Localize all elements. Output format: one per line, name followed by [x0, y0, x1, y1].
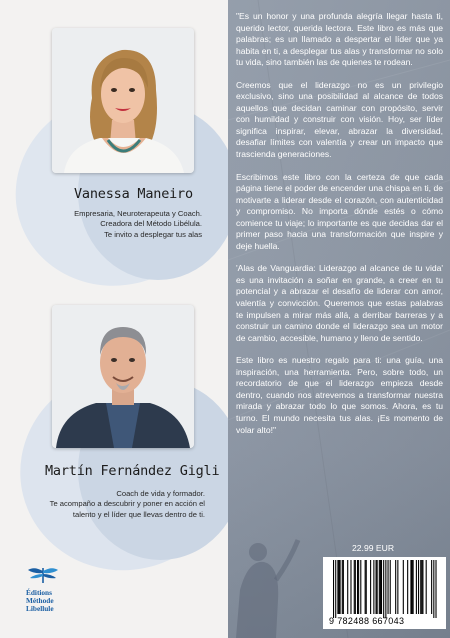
- barcode-bar: [355, 560, 356, 614]
- barcode-bar: [410, 560, 411, 614]
- barcode-bar: [422, 560, 423, 614]
- barcode-bar: [337, 560, 338, 614]
- barcode-bar: [383, 560, 384, 618]
- barcode-bar: [365, 560, 366, 614]
- barcode-bar: [366, 560, 367, 614]
- author-photo-vanessa: [52, 28, 194, 173]
- barcode-bar: [380, 560, 381, 614]
- barcode-bar: [377, 560, 378, 614]
- author-bio: Coach de vida y formador. Te acompaño a descubrir y poner en acción el talento y el líder que llevas dentro de ti.: [49, 489, 205, 519]
- copy-paragraph: Escribimos este libro con la certeza de que cada página tiene el poder de encender una chispa en ti, de motivarte a liderar desde el corazón, con autenticidad y compromiso. No importa dónde estés o cómo comience tu viaje; lo importante es que decidas dar el primer paso hacia una transformación que inspire y deje huella.: [236, 171, 443, 251]
- barcode-bar: [413, 560, 414, 614]
- barcode-bar: [385, 560, 386, 618]
- isbn-barcode: [323, 557, 446, 629]
- barcode-bar: [347, 560, 348, 614]
- back-cover-copy: [236, 11, 443, 447]
- barcode-bar: [395, 560, 396, 614]
- barcode-bar: [421, 560, 422, 614]
- barcode-bar: [340, 560, 341, 614]
- barcode-bar: [335, 560, 336, 618]
- publisher-logo: [26, 566, 74, 613]
- portrait-man: [52, 305, 194, 448]
- barcode-bar: [397, 560, 398, 614]
- barcode-bar: [435, 560, 436, 618]
- barcode-bar: [407, 560, 408, 614]
- barcode-bar: [354, 560, 355, 614]
- price-label: 22.99 EUR: [352, 543, 395, 553]
- barcode-bar: [390, 560, 391, 614]
- barcode-bar: [431, 560, 432, 614]
- back-cover-panel: [228, 0, 450, 638]
- barcode-bar: [338, 560, 339, 614]
- barcode-bar: [418, 560, 419, 614]
- barcode-bar: [426, 560, 427, 614]
- copy-paragraph: Este libro es nuestro regalo para ti: una guía, una inspiración, una herramienta. Pero, sobre todo, un recordatorio de que el liderazgo empieza desde dentro, cuando nos atrevemos a transformar nuestra mirada y abrazar todo lo que somos. Ahora, es tu turno. El mundo necesita tus alas. ¡Es momento de volar alto!": [236, 355, 443, 435]
- barcode-bar: [370, 560, 371, 614]
- barcode-bar: [403, 560, 404, 614]
- publisher-name: Éditions Méthode Libellule: [26, 588, 54, 613]
- barcode-bar: [420, 560, 421, 614]
- author-bio: Empresaria, Neuroterapeuta y Coach. Creadora del Método Libélula. Te invito a desplegar tus alas: [74, 209, 202, 239]
- barcode-bar: [379, 560, 380, 614]
- author-name: Vanessa Maneiro: [74, 186, 193, 202]
- copy-paragraph: Creemos que el liderazgo no es un privilegio exclusivo, sino una posibilidad al alcance de todos aquellos que decidan caminar con propósito, servir con humildad y construir con visión. Hoy, ser líder significa inspirar, elevar, abrazar la diversidad, desafiar límites con valentía y crear un impacto que trascienda generaciones.: [236, 79, 443, 160]
- barcode-bar: [388, 560, 389, 614]
- barcode-bar: [333, 560, 334, 618]
- isbn-number: 9 782488 667043: [329, 616, 405, 626]
- barcode-bar: [411, 560, 412, 614]
- barcode-bar: [350, 560, 351, 614]
- barcode-bar: [358, 560, 359, 614]
- barcode-bar: [342, 560, 343, 614]
- barcode-bar: [343, 560, 344, 614]
- copy-paragraph: 'Alas de Vanguardia: Liderazgo al alcance de tu vida' es una invitación a soñar en grande, a creer en tu potencial y a abrazar el desafío de liderar con amor, valentía y convicción. Queremos que estas palabras te impulsen a mirar más allá, a derribar barreras y a construir un camino donde el liderazgo sea un motor de cambio, accesible, humano y lleno de sentido.: [236, 263, 443, 343]
- barcode-bar: [373, 560, 374, 614]
- copy-paragraph: "Es un honor y una profunda alegría llegar hasta ti, querido lector, querida lectora. Este libro es más que palabras; es un llamado a despertar el líder que ya habita en ti, a desplegar tus alas y transformar no solo tu vida, sino también las de quienes te rodean.: [236, 11, 443, 68]
- barcode-bar: [360, 560, 361, 614]
- author-name: Martín Fernández Gigli: [45, 463, 220, 479]
- barcode-bar: [376, 560, 377, 614]
- portrait-woman: [52, 28, 194, 173]
- barcode-bar: [433, 560, 434, 618]
- author-photo-martin: [52, 305, 194, 448]
- dragonfly-icon: [26, 566, 60, 584]
- barcode-bar: [381, 560, 382, 614]
- barcode-bar: [416, 560, 417, 614]
- barcode-bar: [357, 560, 358, 614]
